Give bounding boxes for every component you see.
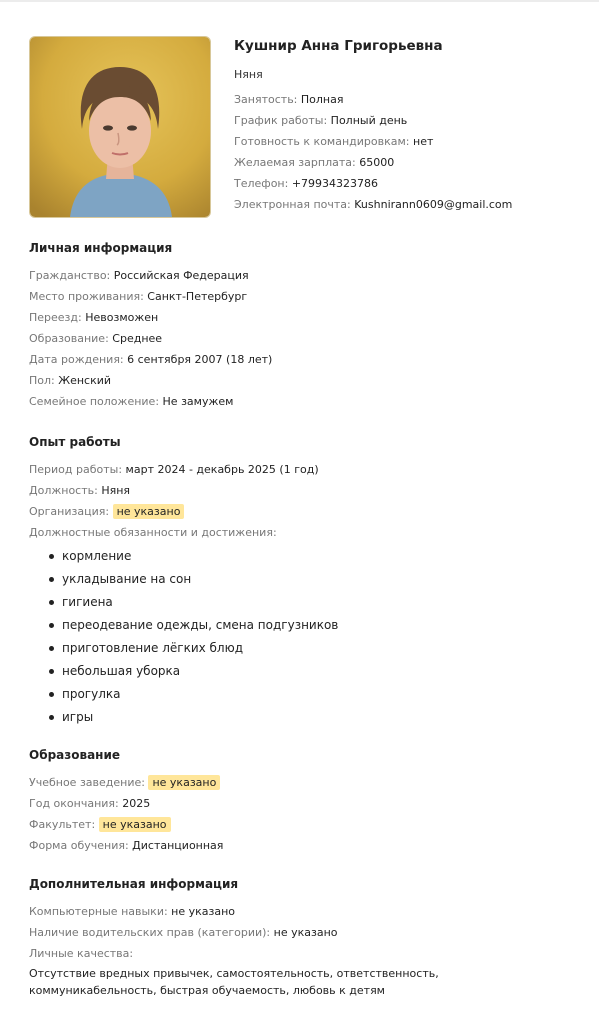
- marital-status-row: [29, 394, 579, 410]
- gender-value: Женский: [58, 374, 112, 387]
- marital-status-label: Семейное положение:: [29, 395, 160, 408]
- section-title: Дополнительная информация: [29, 877, 239, 891]
- desired-position: Няня: [234, 68, 263, 81]
- study-form-value: Дистанционная: [132, 839, 224, 852]
- graduation-year-label: Год окончания:: [29, 797, 119, 810]
- schedule-row: [234, 113, 584, 129]
- birth-date-row: [29, 352, 579, 368]
- list-item: переодевание одежды, смена подгузников: [29, 617, 579, 633]
- education-level-label: Образование:: [29, 332, 109, 345]
- work-period-label: Период работы:: [29, 463, 123, 476]
- list-item: приготовление лёгких блюд: [29, 640, 579, 656]
- faculty-row: [29, 817, 579, 833]
- additional-info-section: [29, 876, 579, 999]
- profile-photo: [29, 36, 211, 218]
- email-label: Электронная почта:: [234, 198, 351, 211]
- institution-row: [29, 775, 579, 791]
- list-item: укладывание на сон: [29, 571, 579, 587]
- work-period-value: март 2024 - декабрь 2025 (1 год): [125, 463, 319, 476]
- organization-value: не указано: [113, 504, 185, 519]
- residence-label: Место проживания:: [29, 290, 144, 303]
- organization-label: Организация:: [29, 505, 110, 518]
- faculty-label: Факультет:: [29, 818, 96, 831]
- marital-status-value: Не замужем: [162, 395, 234, 408]
- list-item: прогулка: [29, 686, 579, 702]
- duties-label-row: [29, 525, 579, 541]
- institution-label: Учебное заведение:: [29, 776, 145, 789]
- citizenship-row: [29, 268, 579, 284]
- education-level-row: [29, 331, 579, 347]
- section-title: Опыт работы: [29, 435, 121, 449]
- list-item: кормление: [29, 548, 579, 564]
- personal-info-section: [29, 240, 579, 410]
- organization-row: [29, 504, 579, 520]
- birth-date-value: 6 сентября 2007 (18 лет): [127, 353, 273, 366]
- graduation-year-value: 2025: [122, 797, 151, 810]
- schedule-label: График работы:: [234, 114, 328, 127]
- residence-value: Санкт-Петербург: [147, 290, 248, 303]
- relocation-row: [29, 310, 579, 326]
- phone-label: Телефон:: [234, 177, 289, 190]
- schedule-value: Полный день: [330, 114, 408, 127]
- duties-label: Должностные обязанности и достижения:: [29, 526, 277, 539]
- education-level-value: Среднее: [112, 332, 163, 345]
- email-row: [234, 197, 584, 213]
- study-form-label: Форма обучения:: [29, 839, 129, 852]
- computer-skills-value: не указано: [171, 905, 236, 918]
- travel-label: Готовность к командировкам:: [234, 135, 410, 148]
- driving-license-label: Наличие водительских прав (категории):: [29, 926, 271, 939]
- phone-value[interactable]: +79934323786: [291, 177, 379, 190]
- section-title: Образование: [29, 748, 121, 762]
- salary-value: 65000: [359, 156, 395, 169]
- email-value[interactable]: Kushnirann0609@gmail.com: [354, 198, 513, 211]
- driving-license-value: не указано: [273, 926, 338, 939]
- list-item: игры: [29, 709, 579, 725]
- travel-value: нет: [413, 135, 434, 148]
- employment-value: Полная: [300, 93, 344, 106]
- relocation-label: Переезд:: [29, 311, 82, 324]
- candidate-name: Кушнир Анна Григорьевна: [234, 38, 443, 54]
- employment-label: Занятость:: [234, 93, 298, 106]
- employment-row: [234, 92, 584, 108]
- role-value: Няня: [101, 484, 131, 497]
- section-title: Личная информация: [29, 241, 173, 255]
- relocation-value: Невозможен: [85, 311, 159, 324]
- profile-header: [234, 37, 584, 213]
- personal-qualities-label: Личные качества:: [29, 947, 134, 960]
- institution-value: не указано: [148, 775, 220, 790]
- experience-section: [29, 434, 579, 725]
- faculty-value: не указано: [99, 817, 171, 832]
- personal-qualities-text: Отсутствие вредных привычек, самостоятельность, ответственность, коммуникабельность, быстрая обучаемость, любовь к детям: [29, 967, 439, 997]
- computer-skills-label: Компьютерные навыки:: [29, 905, 168, 918]
- personal-qualities-row: [29, 946, 579, 962]
- citizenship-label: Гражданство:: [29, 269, 111, 282]
- citizenship-value: Российская Федерация: [113, 269, 249, 282]
- list-item: гигиена: [29, 594, 579, 610]
- gender-label: Пол:: [29, 374, 55, 387]
- role-row: [29, 483, 579, 499]
- education-section: [29, 747, 579, 854]
- list-item: небольшая уборка: [29, 663, 579, 679]
- gender-row: [29, 373, 579, 389]
- study-form-row: [29, 838, 579, 854]
- graduation-year-row: [29, 796, 579, 812]
- duties-list: [29, 548, 579, 725]
- work-period-row: [29, 462, 579, 478]
- role-label: Должность:: [29, 484, 98, 497]
- salary-label: Желаемая зарплата:: [234, 156, 356, 169]
- residence-row: [29, 289, 579, 305]
- phone-row: [234, 176, 584, 192]
- driving-license-row: [29, 925, 579, 941]
- computer-skills-row: [29, 904, 579, 920]
- birth-date-label: Дата рождения:: [29, 353, 124, 366]
- top-divider: [0, 0, 599, 2]
- travel-row: [234, 134, 584, 150]
- salary-row: [234, 155, 584, 171]
